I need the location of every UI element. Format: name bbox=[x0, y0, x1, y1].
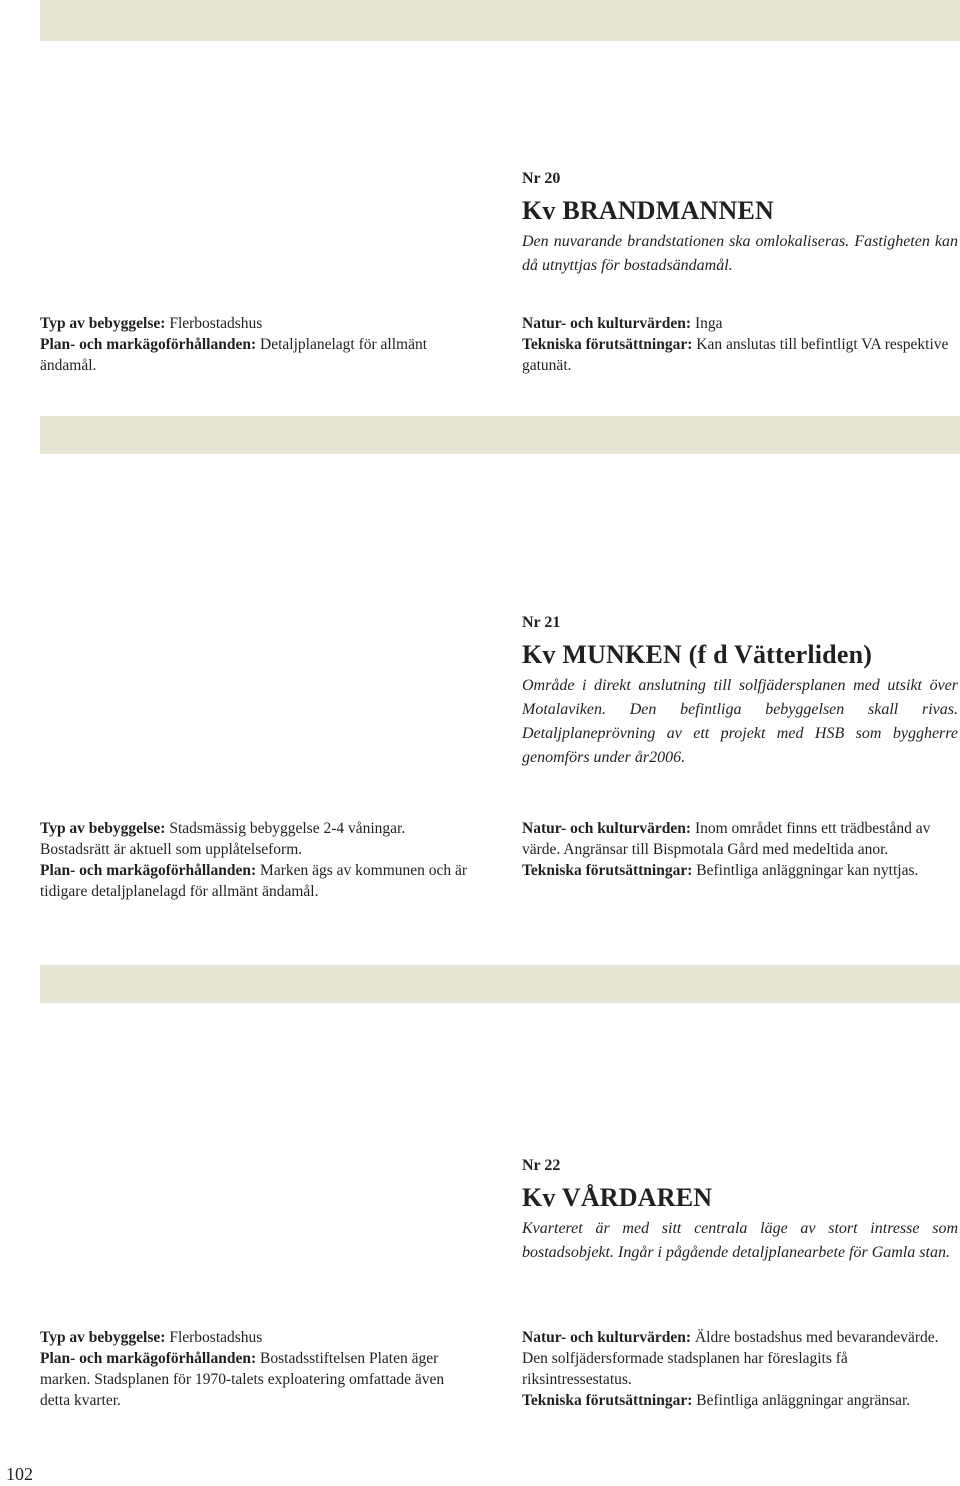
entry-20-right-info bbox=[522, 313, 958, 376]
info-line bbox=[40, 313, 478, 334]
info-label: Plan- och markägoförhållanden: bbox=[40, 862, 257, 879]
info-label: Natur- och kulturvärden: bbox=[522, 820, 692, 837]
info-label: Typ av bebyggelse: bbox=[40, 820, 166, 837]
info-text: Detaljplanelagt för allmänt ändamål. bbox=[40, 336, 428, 374]
entry-21-left-info bbox=[40, 818, 478, 902]
entry-lead: Kvarteret är med sitt centrala läge av stort intresse som bostadsobjekt. Ingår i pågående detaljplanearbete för Gamla stan. bbox=[522, 1220, 958, 1261]
entry-title: Kv BRANDMANNEN bbox=[522, 196, 774, 225]
info-label: Plan- och markägoförhållanden: bbox=[40, 336, 257, 353]
info-text: Stadsmässig bebyggelse 2-4 våningar. Bostadsrätt är aktuell som upplåtelseform. bbox=[40, 820, 406, 858]
info-label: Typ av bebyggelse: bbox=[40, 315, 166, 332]
info-text: Bostadsstiftelsen Platen äger marken. Stadsplanen för 1970-talets exploatering omfattade även detta kvarter. bbox=[40, 1350, 445, 1409]
info-text: Kan anslutas till befintligt VA respektive gatunät. bbox=[522, 336, 949, 374]
entry-21-header bbox=[522, 614, 958, 770]
info-line bbox=[40, 1327, 478, 1348]
info-label: Tekniska förutsättningar: bbox=[522, 862, 693, 879]
entry-22-right-info bbox=[522, 1327, 958, 1411]
info-text: Befintliga anläggningar angränsar. bbox=[696, 1392, 911, 1409]
info-line bbox=[522, 1327, 958, 1390]
info-line bbox=[40, 860, 478, 902]
info-text: Inga bbox=[694, 315, 723, 332]
entry-20-header bbox=[522, 170, 958, 278]
image-placeholder-band-middle bbox=[40, 416, 960, 454]
info-label: Typ av bebyggelse: bbox=[40, 1329, 166, 1346]
entry-number: Nr 22 bbox=[522, 1157, 561, 1174]
info-text: Äldre bostadshus med bevarandevärde. Den solfjädersformade stadsplanen har föreslagits få riksintressestatus. bbox=[522, 1329, 939, 1388]
entry-21-right-info bbox=[522, 818, 958, 881]
info-line bbox=[522, 334, 958, 376]
info-line bbox=[522, 1390, 958, 1411]
info-label: Plan- och markägoförhållanden: bbox=[40, 1350, 257, 1367]
entry-lead: Den nuvarande brandstationen ska omlokaliseras. Fastigheten kan då utnyttjas för bostadsändamål. bbox=[522, 233, 958, 274]
info-text: Marken ägs av kommunen och är tidigare detaljplanelagd för allmänt ändamål. bbox=[40, 862, 468, 900]
page-number: 102 bbox=[6, 1464, 33, 1484]
info-line bbox=[40, 818, 478, 860]
entry-title: Kv VÅRDAREN bbox=[522, 1183, 713, 1212]
entry-lead: Område i direkt anslutning till solfjädersplanen med utsikt över Motalaviken. Den befintliga bebyggelsen skall rivas. Detaljplaneprövning av ett projekt med HSB som byggherre genomförs under år2006. bbox=[522, 677, 958, 766]
info-line bbox=[522, 313, 958, 334]
entry-20-left-info bbox=[40, 313, 478, 376]
info-label: Tekniska förutsättningar: bbox=[522, 1392, 693, 1409]
info-line bbox=[40, 334, 478, 376]
entry-number: Nr 21 bbox=[522, 614, 561, 631]
entry-22-left-info bbox=[40, 1327, 478, 1411]
info-line bbox=[522, 860, 958, 881]
info-text: Flerbostadshus bbox=[169, 315, 263, 332]
info-line bbox=[40, 1348, 478, 1411]
info-label: Natur- och kulturvärden: bbox=[522, 1329, 692, 1346]
entry-number: Nr 20 bbox=[522, 170, 561, 187]
info-label: Tekniska förutsättningar: bbox=[522, 336, 693, 353]
info-text: Befintliga anläggningar kan nyttjas. bbox=[696, 862, 919, 879]
entry-22-header bbox=[522, 1157, 958, 1265]
info-label: Natur- och kulturvärden: bbox=[522, 315, 692, 332]
entry-title: Kv MUNKEN (f d Vätterliden) bbox=[522, 640, 873, 669]
info-text: Flerbostadshus bbox=[169, 1329, 263, 1346]
image-placeholder-band-top bbox=[40, 0, 960, 41]
image-placeholder-band-lower bbox=[40, 965, 960, 1003]
info-line bbox=[522, 818, 958, 860]
info-text: Inom området finns ett trädbestånd av värde. Angränsar till Bispmotala Gård med medeltida anor. bbox=[522, 820, 931, 858]
